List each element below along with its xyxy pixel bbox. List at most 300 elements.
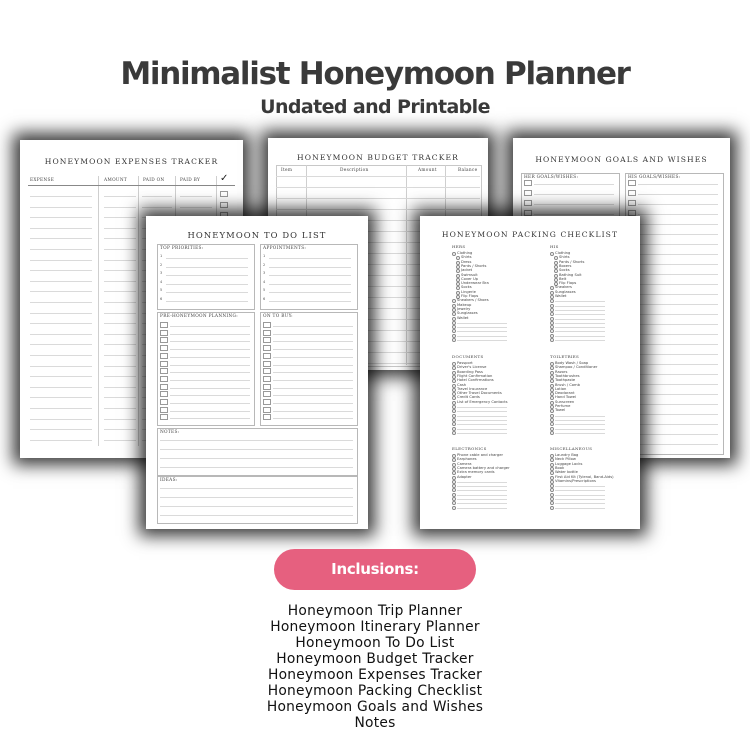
checklist-item: Pants / Shorts	[461, 263, 487, 268]
entry-line	[170, 395, 250, 396]
checkbox	[263, 384, 271, 390]
checklist-item: Passport	[457, 361, 473, 365]
sheet-title: HONEYMOON BUDGET TRACKER	[297, 153, 459, 162]
checkbox	[452, 476, 456, 480]
checkbox	[452, 458, 456, 462]
entry-line	[104, 207, 136, 208]
checklist-item: Lotion	[555, 386, 567, 391]
entry-line	[170, 418, 250, 419]
checklist-item: Jewelry	[457, 306, 471, 311]
entry-line	[30, 217, 92, 218]
line-number: 1	[263, 254, 266, 258]
checklist-item: Sunscreen	[555, 399, 575, 404]
checkbox	[452, 304, 456, 308]
entry-line	[104, 429, 136, 430]
inclusions-list	[0, 603, 750, 731]
entry-line	[638, 394, 718, 395]
entry-line	[457, 323, 507, 324]
entry-line	[166, 275, 248, 276]
checklist-item: Book	[555, 465, 565, 470]
checklist-item: Socks	[559, 268, 570, 273]
note-line	[160, 449, 353, 450]
checkbox	[550, 252, 554, 256]
checkbox	[263, 399, 271, 405]
checklist-item: Flip Flops	[461, 294, 479, 298]
checkbox	[550, 422, 554, 426]
checklist-item: Cover Up	[461, 276, 479, 281]
checkbox	[452, 379, 456, 383]
checkbox	[263, 353, 271, 359]
entry-line	[457, 503, 507, 504]
entry-line	[457, 482, 507, 483]
checkbox	[452, 471, 456, 475]
entry-line	[555, 495, 605, 496]
entry-line	[273, 349, 353, 350]
checklist-item: Sunglasses	[457, 311, 478, 316]
checkbox	[550, 488, 554, 492]
entry-line	[555, 429, 605, 430]
checklist-item: Cash	[457, 382, 467, 387]
entry-line	[30, 429, 92, 430]
inclusion-item: Notes	[354, 715, 396, 731]
checkbox	[550, 299, 554, 303]
checkbox	[160, 368, 168, 374]
entry-line	[273, 334, 353, 335]
checkbox	[452, 506, 456, 510]
line-number: 6	[263, 296, 266, 301]
entry-line	[104, 344, 136, 345]
checklist-section-heading: MISCELLANEOUS	[550, 446, 593, 451]
checklist-item: Vitamins/Prescriptions	[555, 478, 596, 483]
checklist-item: Hand Towel	[555, 395, 577, 400]
entry-line	[555, 314, 605, 315]
checklist-item: Adapter	[457, 474, 472, 479]
checklist-item: Boxers	[559, 263, 572, 268]
checkbox	[263, 376, 271, 382]
checkbox	[160, 345, 168, 351]
line-number: 3	[160, 271, 163, 275]
checkbox	[160, 414, 168, 420]
table-row-line	[276, 209, 480, 210]
entry-line	[638, 424, 718, 425]
pre-planning-box	[157, 312, 255, 426]
entry-line	[638, 324, 718, 325]
entry-line	[638, 284, 718, 285]
checklist-item: Clothing	[457, 251, 473, 255]
checklist-item: Sunglasses	[555, 289, 576, 294]
entry-line	[638, 404, 718, 405]
entry-line	[170, 357, 250, 358]
entry-line	[30, 387, 92, 388]
line-number: 2	[263, 262, 266, 267]
checklist-item: Sneakers / Shoes	[457, 298, 489, 303]
entry-line	[457, 331, 507, 332]
checkbox	[220, 191, 228, 197]
checklist-item: Jacket	[461, 268, 473, 273]
entry-line	[638, 244, 718, 245]
checklist-item: Perfume	[555, 404, 571, 408]
entry-line	[30, 302, 92, 303]
checklist-item: Water bottle	[555, 470, 578, 475]
column-divider	[98, 176, 99, 446]
entry-line	[638, 254, 718, 255]
checklist-item: Razors	[555, 369, 568, 374]
checkbox	[263, 330, 271, 336]
note-line	[160, 506, 353, 507]
entry-line	[273, 341, 353, 342]
checkbox	[550, 471, 554, 475]
entry-line	[555, 323, 605, 324]
entry-line	[30, 334, 92, 335]
entry-line	[30, 440, 92, 441]
checkbox	[550, 329, 554, 333]
checkbox	[628, 200, 636, 206]
checklist-item: Phone cable and charger	[457, 453, 503, 457]
note-line	[160, 458, 353, 459]
checkbox	[554, 274, 558, 278]
checkbox	[160, 353, 168, 359]
checklist-item: Clothing	[555, 251, 571, 255]
checklist-item: Camera battery and charger	[457, 465, 510, 470]
checklist-item: Brush / Comb	[555, 382, 580, 387]
checklist-item: Wallet	[555, 294, 567, 298]
entry-line	[555, 327, 605, 328]
checkbox	[628, 180, 636, 186]
entry-line	[104, 366, 136, 367]
entry-line	[638, 384, 718, 385]
entry-line	[534, 184, 614, 185]
checkbox	[550, 317, 554, 321]
checkbox	[550, 476, 554, 480]
entry-line	[273, 388, 353, 389]
entry-line	[30, 270, 92, 271]
entry-line	[170, 349, 250, 350]
entry-line	[104, 355, 136, 356]
checkbox	[160, 407, 168, 413]
checkbox	[452, 317, 456, 321]
inclusion-item: Honeymoon Packing Checklist	[267, 683, 483, 699]
column-divider	[138, 176, 139, 446]
checkbox	[550, 379, 554, 383]
checklist-item: Swimsuit	[461, 272, 478, 277]
entry-line	[269, 275, 351, 276]
table-row-line	[276, 176, 480, 177]
entry-line	[273, 326, 353, 327]
checkbox	[160, 337, 168, 343]
entry-line	[638, 434, 718, 435]
entry-line	[534, 204, 614, 205]
col-amount: AMOUNT	[104, 178, 128, 183]
checkbox	[550, 427, 554, 431]
entry-line	[638, 224, 718, 225]
checkbox	[456, 256, 460, 260]
checklist-item: Makeup	[457, 302, 472, 307]
inclusion-item: Honeymoon Goals and Wishes	[266, 699, 484, 715]
entry-line	[457, 424, 507, 425]
checkbox	[550, 312, 554, 316]
checkbox	[263, 368, 271, 374]
packing-checklist-sheet	[420, 216, 640, 529]
entry-line	[457, 495, 507, 496]
entry-line	[638, 444, 718, 445]
checklist-section-heading: DOCUMENTS	[452, 354, 484, 359]
ideas-label: IDEAS:	[160, 478, 178, 483]
checkbox	[160, 322, 168, 328]
entry-line	[273, 403, 353, 404]
checkbox	[452, 396, 456, 400]
his-goals-label: HIS GOALS/WISHES:	[628, 175, 681, 180]
line-number: 1	[160, 254, 163, 258]
checklist-section-heading: HIS	[550, 244, 559, 249]
entry-line	[30, 419, 92, 420]
entry-line	[104, 302, 136, 303]
col-expense: EXPENSE	[30, 178, 55, 183]
entry-line	[104, 281, 136, 282]
page-subtitle: Undated and Printable	[260, 96, 490, 118]
todo-list-sheet	[146, 216, 368, 529]
entry-line	[638, 314, 718, 315]
inclusions-badge: Inclusions:	[274, 549, 476, 590]
checkbox	[452, 409, 456, 413]
checklist-item: Shampoo / Conditioner	[555, 365, 598, 370]
checkbox	[263, 345, 271, 351]
checkbox	[452, 366, 456, 370]
entry-line	[555, 420, 605, 421]
line-number: 5	[263, 288, 266, 292]
checkbox	[160, 384, 168, 390]
entry-line	[555, 508, 605, 509]
checkbox	[456, 286, 460, 290]
entry-line	[555, 319, 605, 320]
entry-line	[142, 207, 172, 208]
entry-line	[555, 424, 605, 425]
checklist-item: Luggage Locks	[555, 461, 583, 466]
entry-line	[555, 433, 605, 434]
checklist-item: Pants / Shorts	[559, 259, 585, 264]
entry-line	[180, 207, 212, 208]
checklist-item: Underwear Bra	[461, 281, 489, 286]
sheet-title: HONEYMOON PACKING CHECKLIST	[441, 230, 619, 239]
to-buy-box	[260, 312, 358, 426]
checkbox	[263, 337, 271, 343]
notes-label: NOTES:	[160, 430, 180, 435]
checklist-item: Sneakers	[555, 285, 572, 290]
entry-line	[104, 260, 136, 261]
entry-line	[30, 281, 92, 282]
checkbox	[452, 431, 456, 435]
checkbox	[550, 384, 554, 388]
entry-line	[30, 196, 92, 197]
page-title: Minimalist Honeymoon Planner	[120, 56, 630, 92]
checklist-item: Flight Confirmation	[457, 373, 493, 378]
entry-line	[142, 196, 172, 197]
entry-line	[104, 397, 136, 398]
entry-line	[166, 267, 248, 268]
line-number: 5	[160, 288, 163, 292]
checklist-item: Lingerie	[461, 289, 476, 294]
entry-line	[638, 264, 718, 265]
entry-line	[555, 310, 605, 311]
checkbox	[456, 274, 460, 278]
entry-line	[638, 294, 718, 295]
checkbox	[263, 361, 271, 367]
header-rule	[28, 185, 235, 186]
entry-line	[104, 217, 136, 218]
checklist-item: Toothbrushes	[555, 373, 580, 378]
entry-line	[638, 234, 718, 235]
sheet-title: HONEYMOON EXPENSES TRACKER	[44, 157, 219, 166]
entry-line	[457, 429, 507, 430]
inclusion-item: Honeymoon To Do List	[295, 635, 455, 651]
line-number: 2	[160, 262, 163, 267]
checklist-item: Boarding Pass	[457, 369, 483, 374]
checklist-item: Other Travel Documents	[457, 391, 502, 396]
top-priorities-label: TOP PRIORITIES:	[160, 246, 204, 251]
checkbox	[524, 200, 532, 206]
checklist-item: Shirts	[461, 255, 472, 260]
checklist-item: Belt	[559, 276, 567, 281]
checkbox	[220, 202, 228, 208]
entry-line	[269, 267, 351, 268]
checkbox	[550, 286, 554, 290]
checkbox	[550, 338, 554, 342]
entry-line	[170, 341, 250, 342]
checkbox	[452, 299, 456, 303]
inclusion-item: Honeymoon Itinerary Planner	[270, 619, 480, 635]
col-balance: Balance	[458, 168, 478, 173]
checkbox	[550, 409, 554, 413]
checkbox	[452, 312, 456, 316]
entry-line	[30, 366, 92, 367]
entry-line	[104, 291, 136, 292]
line-number: 6	[160, 296, 163, 301]
checkbox	[452, 427, 456, 431]
checklist-item: Neck Pillow	[555, 457, 576, 462]
checklist-item: Driver's License	[457, 365, 487, 370]
checklist-item: Socks	[461, 285, 472, 290]
sheet-title: HONEYMOON TO DO LIST	[187, 230, 327, 240]
entry-line	[30, 260, 92, 261]
entry-line	[170, 365, 250, 366]
column-divider	[406, 165, 407, 365]
entry-line	[170, 411, 250, 412]
checkbox	[524, 190, 532, 196]
entry-line	[170, 372, 250, 373]
entry-line	[457, 407, 507, 408]
entry-line	[104, 313, 136, 314]
entry-line	[269, 284, 351, 285]
checkbox	[160, 376, 168, 382]
checklist-item: Shirts	[559, 255, 570, 260]
entry-line	[273, 411, 353, 412]
entry-line	[273, 380, 353, 381]
entry-line	[457, 340, 507, 341]
line-number: 3	[263, 271, 266, 275]
entry-line	[457, 433, 507, 434]
entry-line	[555, 331, 605, 332]
entry-line	[30, 238, 92, 239]
checkbox	[628, 190, 636, 196]
entry-line	[30, 355, 92, 356]
checklist-item: Travel Insurance	[457, 386, 488, 391]
entry-line	[555, 503, 605, 504]
checkbox	[550, 304, 554, 308]
checklist-item: Body Wash / Soap	[555, 361, 589, 365]
inclusion-item: Honeymoon Trip Planner	[287, 603, 463, 619]
note-line	[160, 488, 353, 489]
pre-planning-label: PRE-HONEYMOON PLANNING:	[160, 314, 238, 319]
entry-line	[638, 374, 718, 375]
entry-line	[269, 292, 351, 293]
entry-line	[457, 490, 507, 491]
entry-line	[534, 214, 614, 215]
checklist-section-heading: HERS	[452, 244, 466, 249]
entry-line	[638, 184, 718, 185]
entry-line	[30, 397, 92, 398]
checkbox	[554, 256, 558, 260]
entry-line	[166, 284, 248, 285]
her-goals-label: HER GOALS/WISHES:	[524, 175, 579, 180]
checkbox	[554, 261, 558, 265]
table-row-line	[276, 198, 480, 199]
entry-line	[638, 194, 718, 195]
checkbox	[452, 329, 456, 333]
note-line	[160, 497, 353, 498]
checkbox	[452, 422, 456, 426]
entry-line	[104, 196, 136, 197]
checkbox	[452, 414, 456, 418]
checklist-item: Towel	[555, 408, 566, 413]
entry-line	[30, 291, 92, 292]
entry-line	[170, 380, 250, 381]
entry-line	[273, 357, 353, 358]
entry-line	[269, 258, 351, 259]
line-number: 4	[160, 279, 163, 284]
entry-line	[273, 365, 353, 366]
entry-line	[104, 440, 136, 441]
entry-line	[170, 334, 250, 335]
line-number: 4	[263, 279, 266, 284]
entry-line	[30, 313, 92, 314]
entry-line	[104, 270, 136, 271]
entry-line	[638, 204, 718, 205]
checkbox	[263, 414, 271, 420]
checklist-item: Camera	[457, 461, 472, 466]
check-icon: ✓	[220, 173, 229, 184]
entry-line	[30, 376, 92, 377]
entry-line	[166, 301, 248, 302]
checkbox	[550, 501, 554, 505]
checkbox	[160, 330, 168, 336]
entry-line	[104, 376, 136, 377]
entry-line	[166, 258, 248, 259]
entry-line	[30, 249, 92, 250]
checkbox	[550, 414, 554, 418]
entry-line	[273, 418, 353, 419]
checklist-section-heading: TOILETRIES	[550, 354, 580, 359]
entry-line	[457, 508, 507, 509]
checklist-item: List of Emergency Contacts	[457, 399, 508, 404]
entry-line	[555, 486, 605, 487]
entry-line	[638, 214, 718, 215]
entry-line	[104, 238, 136, 239]
entry-line	[104, 419, 136, 420]
entry-line	[457, 327, 507, 328]
inclusion-item: Honeymoon Budget Tracker	[276, 651, 474, 667]
checklist-section-heading: ELECTRONICS	[452, 446, 487, 451]
entry-line	[555, 336, 605, 337]
entry-line	[555, 301, 605, 302]
